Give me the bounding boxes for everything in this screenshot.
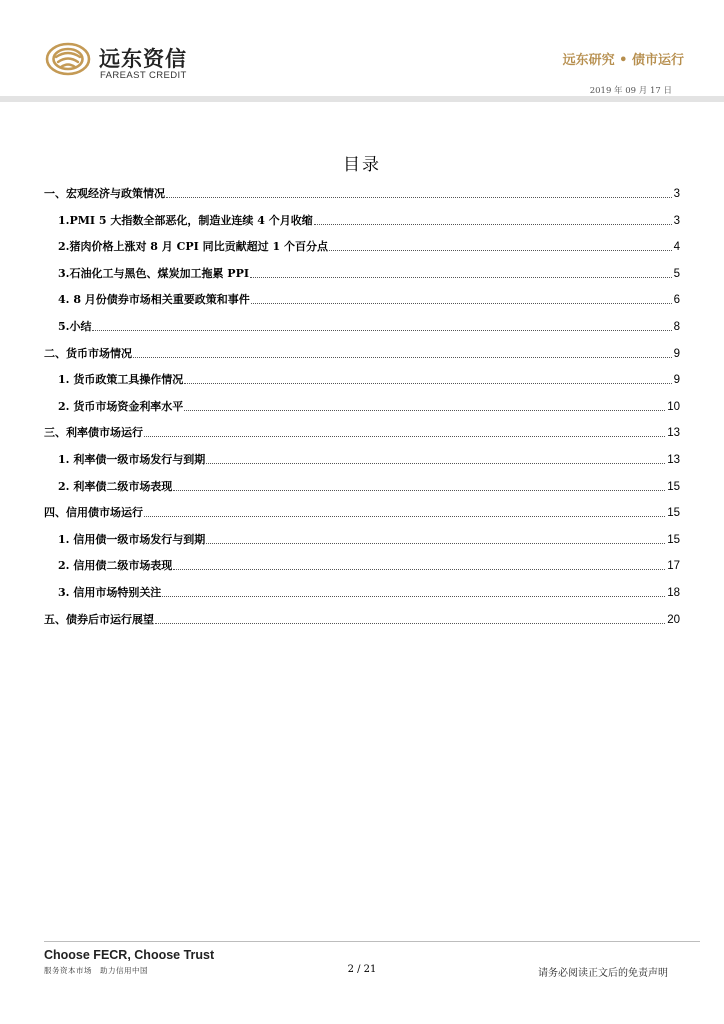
toc-entry-label: 3.石油化工与黑色、煤炭加工拖累 PPI	[58, 266, 250, 280]
toc-entry-label: 一、宏观经济与政策情况	[44, 187, 165, 200]
toc-entry[interactable]	[44, 502, 680, 520]
page-header	[0, 0, 724, 106]
toc-entry[interactable]	[58, 210, 680, 228]
toc-entry-label: 2. 利率债二级市场表现	[58, 479, 173, 493]
toc-entry-page: 8	[673, 321, 680, 333]
toc-dot-leader	[133, 357, 672, 358]
toc-entry-label: 2. 信用债二级市场表现	[58, 559, 173, 573]
toc-entry[interactable]	[58, 396, 680, 414]
page-number: 2 / 21	[347, 964, 377, 975]
toc-entry-page: 9	[673, 374, 680, 387]
toc-entry-page: 5	[673, 267, 680, 280]
toc-entry[interactable]	[58, 582, 680, 600]
toc-entry-label: 二、货币市场情况	[44, 346, 132, 360]
toc-entry-page: 6	[673, 294, 680, 307]
toc-entry[interactable]	[58, 289, 680, 307]
toc-entry-page: 15	[667, 507, 680, 520]
toc-entry-page: 9	[673, 347, 680, 360]
toc-entry-page: 17	[667, 560, 680, 573]
footer-divider	[44, 941, 700, 942]
toc-entry-page: 4	[673, 241, 680, 254]
toc-dot-leader	[92, 330, 671, 331]
toc-dot-leader	[162, 596, 665, 597]
toc-dot-leader	[184, 383, 671, 384]
toc-entry[interactable]	[44, 609, 680, 627]
toc-entry-label: 2.猪肉价格上涨对 8 月 CPI 同比贡献超过 1 个百分点	[58, 240, 328, 254]
toc-entry[interactable]	[58, 476, 680, 494]
toc-entry-label: 三、利率债市场运行	[44, 426, 143, 440]
toc-dot-leader	[329, 250, 672, 251]
toc-entry-page: 3	[673, 188, 680, 200]
toc-entry[interactable]	[58, 529, 680, 547]
toc-dot-leader	[155, 623, 665, 624]
toc-entry-label: 1. 货币政策工具操作情况	[58, 373, 184, 387]
fareast-credit-logo-icon	[44, 40, 92, 78]
toc-entry-page: 13	[667, 427, 680, 440]
toc-entry[interactable]	[58, 449, 680, 467]
toc-entry-page: 13	[667, 454, 680, 466]
toc-entry[interactable]	[44, 183, 680, 201]
toc-entry-page: 18	[667, 587, 680, 599]
toc-entry[interactable]	[58, 369, 680, 387]
toc-entry[interactable]	[44, 343, 680, 361]
footer-slogan: Choose FECR, Choose Trust	[44, 948, 215, 962]
toc-title: 目录	[343, 155, 381, 175]
toc-entry-label: 4. 8 月份债券市场相关重要政策和事件	[58, 293, 250, 307]
toc-entry[interactable]	[58, 316, 680, 334]
toc-entry-page: 3	[673, 214, 680, 227]
toc-dot-leader	[166, 197, 672, 198]
header-divider	[0, 96, 724, 102]
toc-dot-leader	[206, 463, 665, 464]
toc-entry-page: 15	[667, 480, 680, 493]
toc-dot-leader	[184, 410, 665, 411]
toc-entry[interactable]	[58, 236, 680, 254]
toc-entry-label: 1. 信用债一级市场发行与到期	[58, 532, 206, 546]
disclaimer-note: 请务必阅读正文后的免责声明	[538, 968, 668, 979]
logo-chinese-name: 远东资信	[99, 47, 187, 71]
toc-dot-leader	[314, 224, 672, 225]
logo-english-name: FAREAST CREDIT	[100, 70, 187, 81]
toc-dot-leader	[173, 569, 665, 570]
toc-dot-leader	[206, 543, 665, 544]
toc-dot-leader	[144, 516, 665, 517]
report-series-title: 远东研究 • 债市运行	[562, 53, 684, 68]
toc-entry-label: 1.PMI 5 大指数全部恶化，制造业连续 4 个月收缩	[58, 213, 313, 227]
toc-entry-page: 15	[667, 533, 680, 546]
toc-entry-label: 四、信用债市场运行	[44, 506, 143, 520]
toc-entry-label: 5.小结	[58, 320, 92, 333]
toc-entry-label: 1. 利率债一级市场发行与到期	[58, 453, 206, 466]
toc-dot-leader	[173, 490, 665, 491]
toc-entry[interactable]	[44, 422, 680, 440]
toc-entry-label: 五、债券后市运行展望	[44, 612, 154, 626]
footer-tagline: 服务资本市场 助力信用中国	[44, 966, 148, 975]
toc-entry-page: 20	[667, 613, 680, 626]
toc-entry[interactable]	[58, 263, 680, 281]
toc-entry[interactable]	[58, 555, 680, 573]
toc-entry-label: 2. 货币市场资金利率水平	[58, 399, 184, 413]
toc-entry-page: 10	[667, 400, 680, 413]
toc-dot-leader	[250, 277, 672, 278]
report-date: 2019 年 09 月 17 日	[589, 86, 672, 96]
toc-dot-leader	[144, 436, 665, 437]
toc-dot-leader	[251, 303, 672, 304]
toc-entry-label: 3. 信用市场特别关注	[58, 586, 162, 599]
